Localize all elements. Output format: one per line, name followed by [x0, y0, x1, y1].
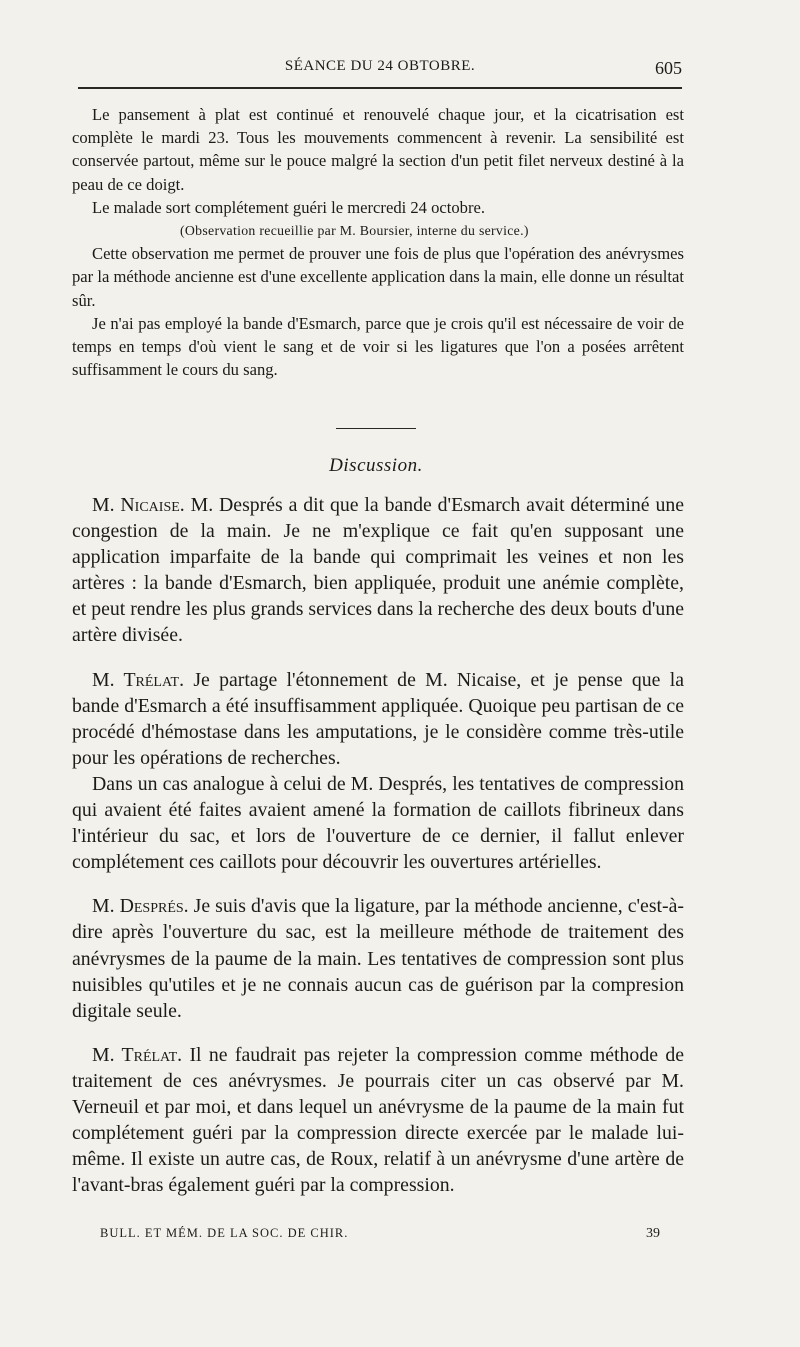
observation-credit: (Observation recueillie par M. Boursier, interne du service.) [180, 223, 529, 239]
observation-paragraph: Le malade sort complétement guéri le mercredi 24 octobre. [92, 197, 486, 217]
running-header [78, 58, 682, 82]
discussion-entry [72, 492, 684, 649]
discussion-text: Je suis d'avis que la ligature, par la méthode ancienne, c'est-à-dire après l'ouverture du sac, est la meilleure méthode de traitement des anévrysmes de la paume de la main. Les tentatives de compression sont plus nuisibles qu'utiles et je ne connais aucun cas de guérison par la compresion digitale seule. [72, 895, 684, 1022]
discussion-entry [72, 893, 684, 1023]
observation-paragraph: Le pansement à plat est continué et renouvelé chaque jour, et la cicatrisation est complète le mardi 23. Tous les mouvements commencent à revenir. La sensibilité est conservée partout, même sur le pouce malgré la section d'un petit filet nerveux destiné à la peau de ce doigt. [72, 105, 684, 194]
signature-mark: 39 [646, 1226, 660, 1241]
speaker-name: M. Nicaise. [92, 494, 185, 516]
observation-paragraph: Cette observation me permet de prouver une fois de plus que l'opération des anévrysmes par la méthode ancienne est d'une excellente application dans la main, elle donne un résultat sûr. [72, 244, 684, 310]
journal-title: BULL. ET MÉM. DE LA SOC. DE CHIR. [100, 1226, 349, 1240]
header-rule [78, 87, 682, 89]
observation-paragraph: Je n'ai pas employé la bande d'Esmarch, parce que je crois qu'il est nécessaire de voir de temps en temps d'où vient le sang et de voir si les ligatures que l'on a posées arrêtent suffisamment le cours du sang. [72, 313, 684, 380]
discussion-text: M. Després a dit que la bande d'Esmarch avait déterminé une congestion de la main. Je ne m'explique ce fait qu'en supposant une application imparfaite de la bande qui comprimait les veines et non les artères : la bande d'Esmarch, bien appliquée, produit une anémie complète, et peut rendre les plus grands services dans la recherche des deux bouts d'une artère divisée. [72, 494, 685, 647]
running-title: SÉANCE DU 24 OBTOBRE. [284, 58, 476, 74]
speaker-name: M. Trélat. [92, 1043, 183, 1066]
discussion-entry [72, 667, 684, 771]
page-number: 605 [655, 58, 682, 78]
discussion-text: Il ne faudrait pas rejeter la compression comme méthode de traitement de ces anévrysmes. Je pourrais citer un cas observé par M. Verneuil et par moi, et dans lequel un anévrysme de la paume de la main fut complétement guéri par la compression directe exercée par le malade lui-même. Il existe un autre cas, de Roux, relatif à un anévrysme d'une artère de l'avant-bras également guéri par la compression. [72, 1043, 685, 1197]
speaker-name: M. Després. [92, 895, 189, 918]
discussion-continuation: Dans un cas analogue à celui de M. Després, les tentatives de compression qui avaient été faites avaient amené la formation de caillots fibrineux dans l'intérieur du sac, et lors de l'ouverture de ce dernier, il fallut enlever complétement ces caillots pour découvrir les ouvertures artérielles. [72, 772, 684, 874]
discussion-block [72, 492, 684, 1198]
section-separator [336, 428, 416, 429]
discussion-entry [72, 1042, 684, 1199]
page-footer [100, 1226, 660, 1246]
observation-block [72, 103, 684, 381]
speaker-name: M. Trélat. [92, 668, 185, 691]
discussion-text: Je partage l'étonnement de M. Nicaise, et je pense que la bande d'Esmarch a été insuffisamment appliquée. Quoique peu partisan de ce procédé d'hémostase dans les amputations, je le considère comme très-utile pour les opérations de recherches. [72, 668, 685, 769]
section-title: Discussion. [329, 455, 423, 476]
